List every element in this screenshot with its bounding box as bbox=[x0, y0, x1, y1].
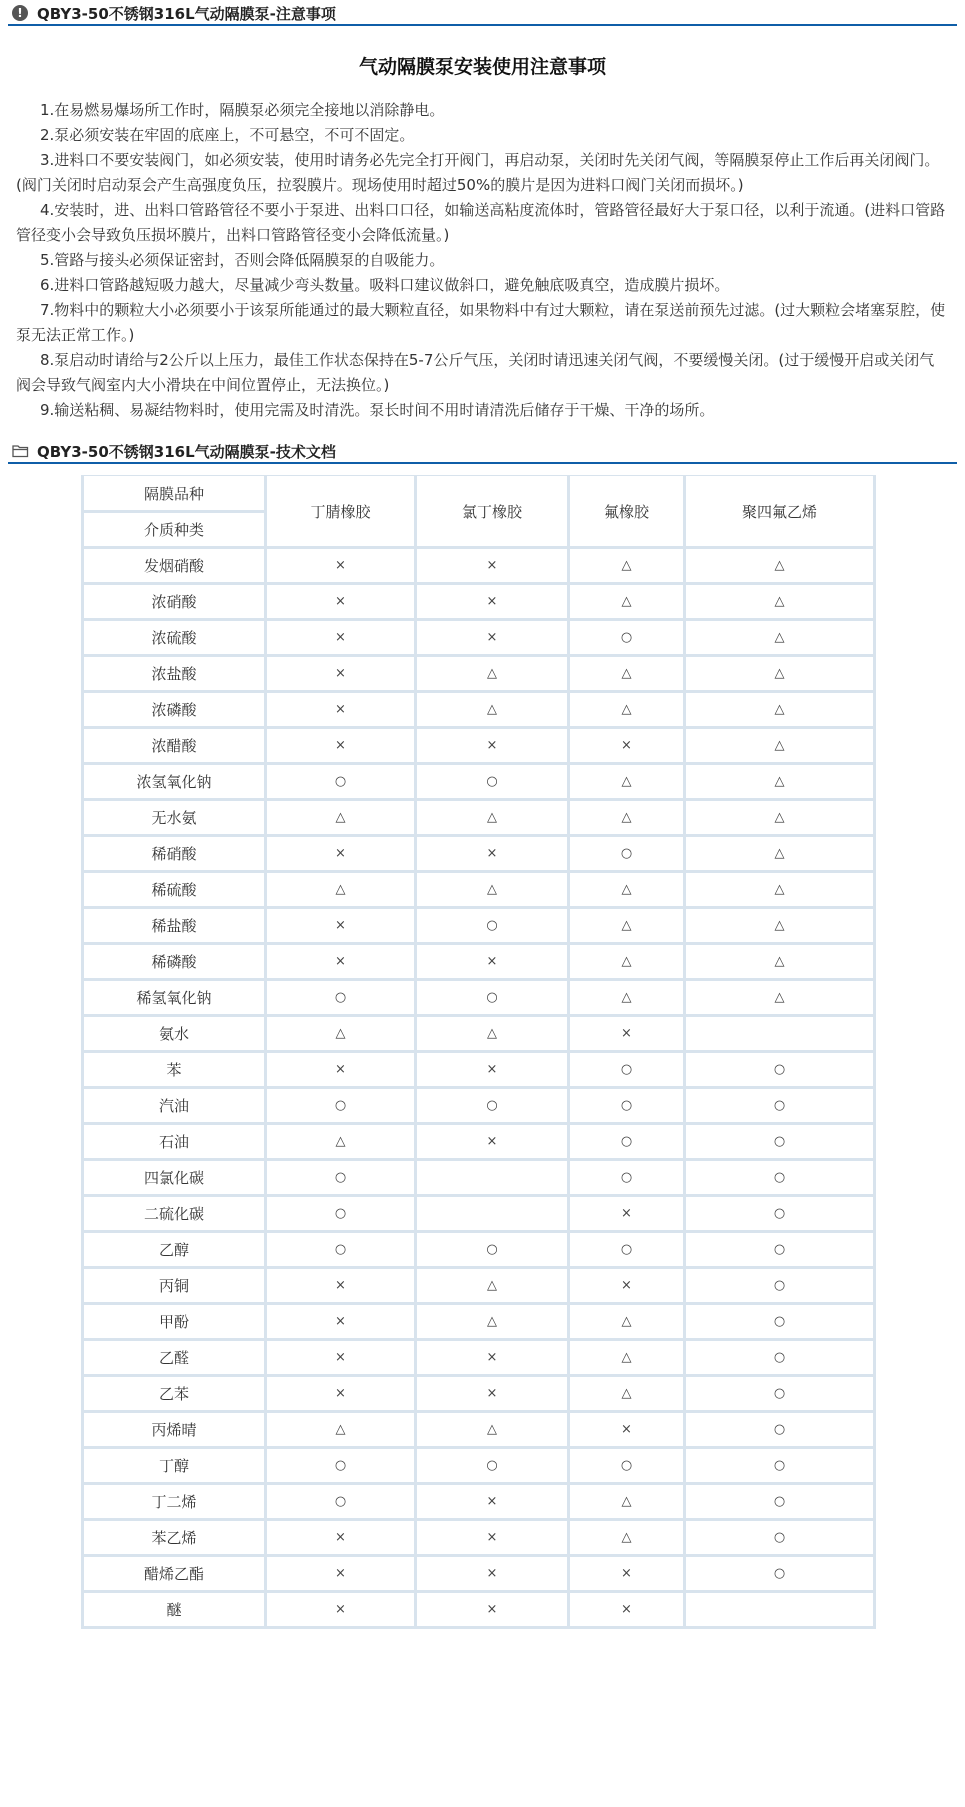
medium-cell: 浓氢氧化钠 bbox=[83, 764, 266, 800]
medium-cell: 醚 bbox=[83, 1592, 266, 1628]
compatibility-cell: ○ bbox=[569, 1232, 685, 1268]
compatibility-cell: × bbox=[266, 1052, 416, 1088]
note-item: 5.管路与接头必须保证密封，否则会降低隔膜泵的自吸能力。 bbox=[40, 251, 445, 269]
compatibility-cell: △ bbox=[569, 800, 685, 836]
notes-title: 气动隔膜泵安装使用注意事项 bbox=[358, 56, 606, 78]
table-row bbox=[83, 872, 875, 908]
compatibility-cell: × bbox=[416, 836, 569, 872]
compatibility-cell: △ bbox=[569, 1376, 685, 1412]
compatibility-cell: ○ bbox=[569, 1448, 685, 1484]
medium-cell: 浓磷酸 bbox=[83, 692, 266, 728]
compatibility-cell: × bbox=[266, 836, 416, 872]
medium-cell: 丁二烯 bbox=[83, 1484, 266, 1520]
compatibility-cell: △ bbox=[266, 1412, 416, 1448]
medium-cell: 丙铜 bbox=[83, 1268, 266, 1304]
compatibility-cell: × bbox=[266, 1556, 416, 1592]
note-item: 7.物料中的颗粒大小必须要小于该泵所能通过的最大颗粒直径，如果物料中有过大颗粒，请在泵送前预先过滤。(过大颗粒会堵塞泵腔，使泵无法正常工作。) bbox=[16, 301, 946, 344]
compatibility-cell: ○ bbox=[266, 1088, 416, 1124]
compatibility-cell: ○ bbox=[685, 1556, 875, 1592]
compatibility-cell: △ bbox=[685, 944, 875, 980]
compatibility-cell: △ bbox=[685, 656, 875, 692]
column-header: 氯丁橡胶 bbox=[416, 476, 569, 548]
docs-section-title: QBY3-50不锈钢316L气动隔膜泵-技术文档 bbox=[37, 442, 336, 461]
compatibility-cell: △ bbox=[685, 800, 875, 836]
table-row bbox=[83, 1160, 875, 1196]
compatibility-cell: ○ bbox=[685, 1232, 875, 1268]
compatibility-cell: ○ bbox=[266, 1196, 416, 1232]
compatibility-cell: × bbox=[569, 1556, 685, 1592]
table-row bbox=[83, 1520, 875, 1556]
table-row bbox=[83, 1052, 875, 1088]
table-row bbox=[83, 584, 875, 620]
compatibility-cell: △ bbox=[685, 764, 875, 800]
compatibility-cell bbox=[416, 1196, 569, 1232]
compatibility-cell: △ bbox=[569, 872, 685, 908]
table-row bbox=[83, 1556, 875, 1592]
compatibility-cell: × bbox=[266, 1340, 416, 1376]
compatibility-cell: △ bbox=[569, 584, 685, 620]
compatibility-cell: △ bbox=[685, 584, 875, 620]
compatibility-cell bbox=[685, 1016, 875, 1052]
medium-cell: 乙醛 bbox=[83, 1340, 266, 1376]
compatibility-cell: ○ bbox=[685, 1196, 875, 1232]
compatibility-cell: × bbox=[416, 1592, 569, 1628]
compatibility-cell: △ bbox=[266, 1016, 416, 1052]
compatibility-cell: × bbox=[416, 1124, 569, 1160]
compatibility-cell: × bbox=[569, 1592, 685, 1628]
compatibility-cell: △ bbox=[416, 800, 569, 836]
compatibility-cell: × bbox=[569, 1268, 685, 1304]
compatibility-cell: △ bbox=[685, 836, 875, 872]
note-item: 3.进料口不要安装阀门，如必须安装，使用时请务必先完全打开阀门，再启动泵，关闭时先关闭气阀，等隔膜泵停止工作后再关闭阀门。(阀门关闭时启动泵会产生高强度负压，拉裂膜片。现场使用时超过50%的膜片是因为进料口阀门关闭而损坏。) bbox=[16, 151, 940, 194]
compatibility-cell: ○ bbox=[685, 1448, 875, 1484]
column-header: 氟橡胶 bbox=[569, 476, 685, 548]
table-row bbox=[83, 800, 875, 836]
table-row bbox=[83, 692, 875, 728]
medium-cell: 浓硝酸 bbox=[83, 584, 266, 620]
table-row bbox=[83, 980, 875, 1016]
medium-cell: 稀硝酸 bbox=[83, 836, 266, 872]
compatibility-cell: △ bbox=[266, 1124, 416, 1160]
compatibility-cell: ○ bbox=[685, 1340, 875, 1376]
compatibility-cell: △ bbox=[569, 908, 685, 944]
notes-list bbox=[16, 98, 948, 423]
table-row bbox=[83, 1268, 875, 1304]
table-row bbox=[83, 1484, 875, 1520]
compatibility-cell: △ bbox=[569, 1484, 685, 1520]
compatibility-cell bbox=[685, 1592, 875, 1628]
compatibility-cell: ○ bbox=[569, 1160, 685, 1196]
compatibility-cell: ○ bbox=[685, 1268, 875, 1304]
compatibility-cell: × bbox=[416, 1556, 569, 1592]
medium-cell: 丁醇 bbox=[83, 1448, 266, 1484]
compatibility-cell: ○ bbox=[416, 1448, 569, 1484]
notes-section-title: QBY3-50不锈钢316L气动隔膜泵-注意事项 bbox=[37, 4, 336, 23]
compatibility-cell: △ bbox=[416, 1016, 569, 1052]
compatibility-cell: ○ bbox=[569, 836, 685, 872]
medium-cell: 乙醇 bbox=[83, 1232, 266, 1268]
table-row bbox=[83, 1592, 875, 1628]
compatibility-cell: △ bbox=[266, 800, 416, 836]
compatibility-cell: ○ bbox=[685, 1304, 875, 1340]
table-row bbox=[83, 620, 875, 656]
compatibility-cell: × bbox=[569, 728, 685, 764]
note-item: 6.进料口管路越短吸力越大，尽量减少弯头数量。吸料口建议做斜口，避免触底吸真空，造成膜片损坏。 bbox=[40, 276, 730, 294]
note-item: 2.泵必须安装在牢固的底座上，不可悬空，不可不固定。 bbox=[40, 126, 415, 144]
compatibility-cell: ○ bbox=[416, 980, 569, 1016]
compatibility-cell: △ bbox=[569, 1340, 685, 1376]
medium-cell: 稀盐酸 bbox=[83, 908, 266, 944]
table-row bbox=[83, 656, 875, 692]
compatibility-cell: ○ bbox=[416, 1088, 569, 1124]
compatibility-cell: △ bbox=[569, 548, 685, 584]
compatibility-cell: ○ bbox=[685, 1520, 875, 1556]
table-row bbox=[83, 1304, 875, 1340]
compatibility-cell: △ bbox=[416, 1268, 569, 1304]
docs-section-header bbox=[8, 440, 957, 464]
diaphragm-compatibility-table bbox=[81, 475, 876, 1629]
table-row bbox=[83, 1376, 875, 1412]
compatibility-cell: × bbox=[416, 1340, 569, 1376]
compatibility-cell: △ bbox=[685, 548, 875, 584]
compatibility-cell: × bbox=[416, 1484, 569, 1520]
compatibility-cell: △ bbox=[569, 980, 685, 1016]
compatibility-cell: ○ bbox=[266, 764, 416, 800]
compatibility-cell: ○ bbox=[685, 1376, 875, 1412]
compatibility-cell: ○ bbox=[266, 1484, 416, 1520]
column-header: 聚四氟乙烯 bbox=[685, 476, 875, 548]
compatibility-cell: △ bbox=[569, 1304, 685, 1340]
table-row bbox=[83, 836, 875, 872]
medium-cell: 甲酚 bbox=[83, 1304, 266, 1340]
compatibility-cell: × bbox=[416, 944, 569, 980]
table-row bbox=[83, 1412, 875, 1448]
compatibility-cell: △ bbox=[416, 1304, 569, 1340]
medium-cell: 乙苯 bbox=[83, 1376, 266, 1412]
medium-cell: 浓硫酸 bbox=[83, 620, 266, 656]
compatibility-cell: ○ bbox=[266, 980, 416, 1016]
compatibility-cell: ○ bbox=[685, 1484, 875, 1520]
medium-cell: 汽油 bbox=[83, 1088, 266, 1124]
compatibility-cell: ○ bbox=[266, 1160, 416, 1196]
table-row bbox=[83, 1448, 875, 1484]
compatibility-cell: × bbox=[416, 728, 569, 764]
table-row bbox=[83, 1016, 875, 1052]
compatibility-cell: ○ bbox=[569, 620, 685, 656]
table-row bbox=[83, 1340, 875, 1376]
compatibility-cell: × bbox=[266, 692, 416, 728]
compatibility-cell: △ bbox=[569, 944, 685, 980]
header-diaphragm-type: 隔膜品种 bbox=[83, 476, 266, 512]
medium-cell: 二硫化碳 bbox=[83, 1196, 266, 1232]
compatibility-cell: × bbox=[266, 656, 416, 692]
compatibility-cell: △ bbox=[569, 656, 685, 692]
header-medium-type: 介质种类 bbox=[83, 512, 266, 548]
notes-section-header bbox=[8, 2, 957, 26]
medium-cell: 苯 bbox=[83, 1052, 266, 1088]
compatibility-cell: △ bbox=[685, 728, 875, 764]
compatibility-cell: △ bbox=[569, 1520, 685, 1556]
medium-cell: 石油 bbox=[83, 1124, 266, 1160]
compatibility-cell: × bbox=[416, 584, 569, 620]
compatibility-cell: △ bbox=[416, 872, 569, 908]
medium-cell: 无水氨 bbox=[83, 800, 266, 836]
compatibility-cell: ○ bbox=[416, 908, 569, 944]
compatibility-cell: ○ bbox=[416, 764, 569, 800]
compatibility-cell: × bbox=[416, 548, 569, 584]
table-row bbox=[83, 1124, 875, 1160]
compatibility-cell: ○ bbox=[266, 1232, 416, 1268]
medium-cell: 稀硫酸 bbox=[83, 872, 266, 908]
compatibility-cell: × bbox=[266, 1520, 416, 1556]
compatibility-cell: ○ bbox=[569, 1124, 685, 1160]
compatibility-cell bbox=[416, 1160, 569, 1196]
medium-cell: 发烟硝酸 bbox=[83, 548, 266, 584]
compatibility-cell: △ bbox=[685, 872, 875, 908]
compatibility-cell: △ bbox=[685, 692, 875, 728]
compatibility-cell: × bbox=[266, 620, 416, 656]
table-row bbox=[83, 728, 875, 764]
medium-cell: 浓盐酸 bbox=[83, 656, 266, 692]
compatibility-cell: ○ bbox=[685, 1124, 875, 1160]
table-row bbox=[83, 1196, 875, 1232]
medium-cell: 丙烯晴 bbox=[83, 1412, 266, 1448]
compatibility-cell: × bbox=[266, 1592, 416, 1628]
medium-cell: 稀磷酸 bbox=[83, 944, 266, 980]
compatibility-cell: × bbox=[266, 944, 416, 980]
compatibility-cell: × bbox=[266, 584, 416, 620]
medium-cell: 稀氢氧化钠 bbox=[83, 980, 266, 1016]
note-item: 1.在易燃易爆场所工作时，隔膜泵必须完全接地以消除静电。 bbox=[40, 101, 445, 119]
medium-cell: 浓醋酸 bbox=[83, 728, 266, 764]
compatibility-cell: × bbox=[266, 1376, 416, 1412]
medium-cell: 氨水 bbox=[83, 1016, 266, 1052]
compatibility-cell: △ bbox=[685, 620, 875, 656]
compatibility-cell: × bbox=[266, 1304, 416, 1340]
compatibility-cell: △ bbox=[685, 980, 875, 1016]
compatibility-cell: × bbox=[266, 548, 416, 584]
table-row bbox=[83, 764, 875, 800]
table-row bbox=[83, 908, 875, 944]
compatibility-cell: ○ bbox=[685, 1052, 875, 1088]
compatibility-cell: ○ bbox=[685, 1160, 875, 1196]
compatibility-cell: ○ bbox=[685, 1412, 875, 1448]
compatibility-cell: × bbox=[569, 1016, 685, 1052]
column-header: 丁腈橡胶 bbox=[266, 476, 416, 548]
compatibility-cell: ○ bbox=[266, 1448, 416, 1484]
exclamation-circle-icon: ! bbox=[11, 4, 29, 22]
folder-icon bbox=[11, 442, 29, 460]
compatibility-cell: ○ bbox=[569, 1088, 685, 1124]
table-row bbox=[83, 944, 875, 980]
compatibility-cell: × bbox=[266, 1268, 416, 1304]
compatibility-cell: ○ bbox=[685, 1088, 875, 1124]
note-item: 8.泵启动时请给与2公斤以上压力，最佳工作状态保持在5-7公斤气压，关闭时请迅速关闭气阀，不要缓慢关闭。(过于缓慢开启或关闭气阀会导致气阀室内大小滑块在中间位置停止，无法换位。) bbox=[16, 351, 935, 394]
compatibility-cell: △ bbox=[569, 764, 685, 800]
compatibility-cell: △ bbox=[416, 656, 569, 692]
table-row bbox=[83, 1088, 875, 1124]
compatibility-cell: △ bbox=[569, 692, 685, 728]
medium-cell: 苯乙烯 bbox=[83, 1520, 266, 1556]
table-row bbox=[83, 1232, 875, 1268]
medium-cell: 四氯化碳 bbox=[83, 1160, 266, 1196]
table-header-row bbox=[83, 476, 875, 512]
compatibility-cell: × bbox=[266, 728, 416, 764]
medium-cell: 醋烯乙酯 bbox=[83, 1556, 266, 1592]
note-item: 9.输送粘稠、易凝结物料时，使用完需及时清洗。泵长时间不用时请清洗后储存于干燥、干净的场所。 bbox=[40, 401, 715, 419]
compatibility-cell: △ bbox=[266, 872, 416, 908]
compatibility-cell: × bbox=[416, 1376, 569, 1412]
table-row bbox=[83, 548, 875, 584]
compatibility-cell: × bbox=[416, 620, 569, 656]
note-item: 4.安装时，进、出料口管路管径不要小于泵进、出料口口径，如输送高粘度流体时，管路管径最好大于泵口径，以利于流通。(进料口管路管径变小会导致负压损坏膜片，出料口管路管径变小会降低流量。) bbox=[16, 201, 946, 244]
compatibility-cell: △ bbox=[416, 692, 569, 728]
compatibility-cell: △ bbox=[685, 908, 875, 944]
compatibility-cell: ○ bbox=[416, 1232, 569, 1268]
compatibility-cell: × bbox=[569, 1412, 685, 1448]
compatibility-cell: ○ bbox=[569, 1052, 685, 1088]
compatibility-cell: × bbox=[569, 1196, 685, 1232]
compatibility-cell: × bbox=[266, 908, 416, 944]
compatibility-cell: × bbox=[416, 1520, 569, 1556]
compatibility-cell: × bbox=[416, 1052, 569, 1088]
compatibility-cell: △ bbox=[416, 1412, 569, 1448]
